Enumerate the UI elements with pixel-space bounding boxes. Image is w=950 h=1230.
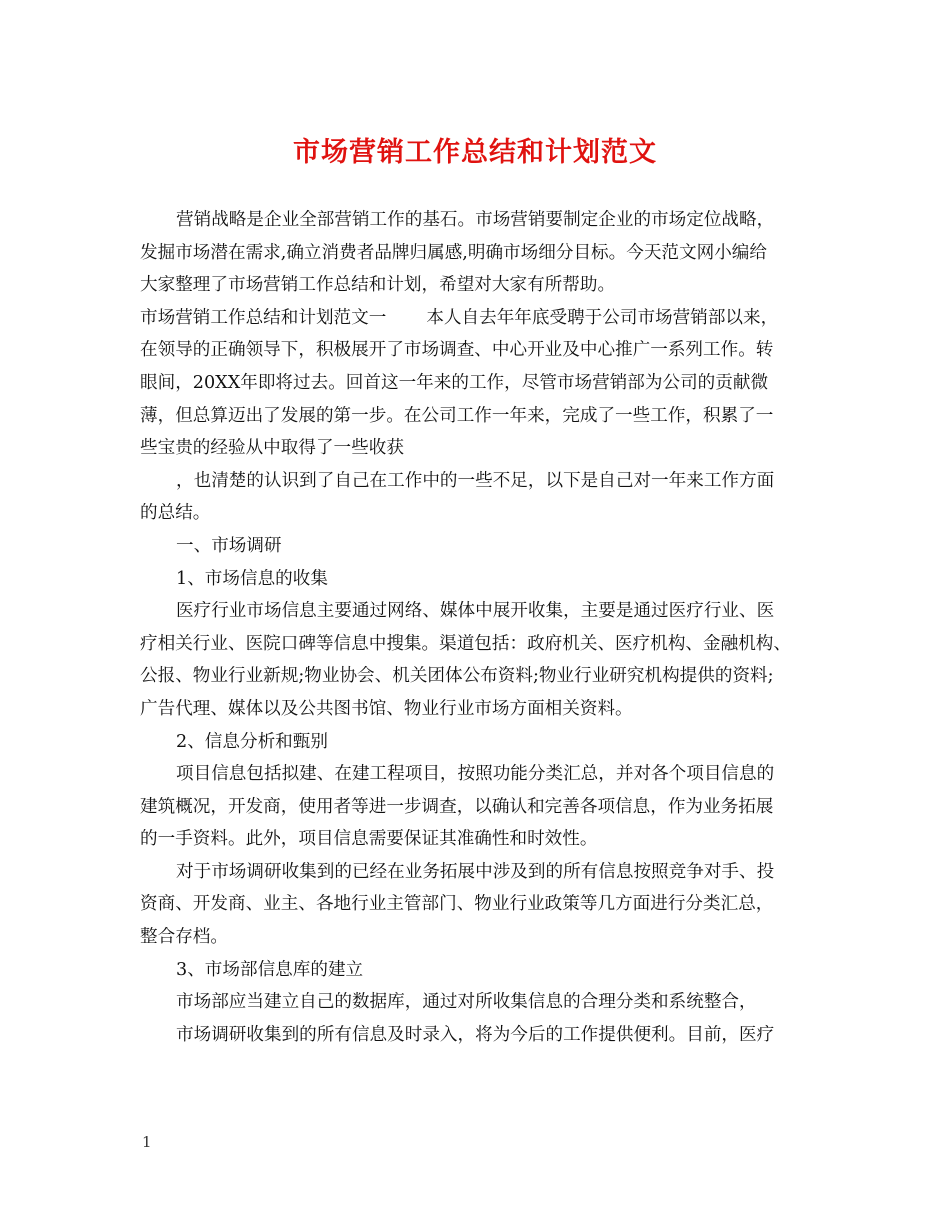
text-line bbox=[140, 530, 830, 563]
text-line-content: 的一手资料。此外，项目信息需要保证其准确性和时效性。 bbox=[140, 829, 598, 850]
text-line bbox=[140, 400, 830, 433]
text-line-content: 市场调研收集到的所有信息及时录入，将为今后的工作提供便利。目前，医疗 bbox=[176, 1024, 775, 1045]
text-line-content: 整合存档。 bbox=[140, 927, 228, 948]
text-line-content: 营销战略是企业全部营销工作的基石。市场营销要制定企业的市场定位战略， bbox=[176, 210, 775, 230]
text-line bbox=[140, 1019, 830, 1052]
text-line-content: 一、市场调研 bbox=[176, 535, 282, 556]
text-line-content: 建筑概况，开发商，使用者等进一步调查，以确认和完善各项信息，作为业务拓展 bbox=[140, 796, 774, 817]
text-line bbox=[140, 367, 830, 400]
text-line bbox=[140, 758, 830, 791]
text-line-content: 眼间，20XX年即将过去。回首这一年来的工作，尽管市场营销部为公司的贡献微 bbox=[140, 372, 769, 393]
text-line bbox=[140, 954, 830, 987]
text-line bbox=[140, 595, 830, 628]
text-line-content: 资商、开发商、业主、各地行业主管部门、物业行业政策等几方面进行分类汇总， bbox=[140, 894, 774, 915]
text-line bbox=[140, 921, 830, 954]
text-line-content: 大家整理了市场营销工作总结和计划，希望对大家有所帮助。 bbox=[140, 275, 616, 296]
text-line-content: 在领导的正确领导下，积极展开了市场调查、中心开业及中心推广一系列工作。转 bbox=[140, 340, 774, 361]
text-line bbox=[140, 563, 830, 596]
text-line-content: 广告代理、媒体以及公共图书馆、物业行业市场方面相关资料。 bbox=[140, 698, 633, 719]
text-line bbox=[140, 726, 830, 759]
text-line-content: 市场部应当建立自己的数据库，通过对所收集信息的合理分类和系统整合， bbox=[176, 992, 757, 1013]
text-line-content: 2、信息分析和甄别 bbox=[176, 731, 328, 752]
text-line-content: 项目信息包括拟建、在建工程项目，按照功能分类汇总，并对各个项目信息的 bbox=[176, 764, 775, 785]
text-line-tail: 本人自去年年底受聘于公司市场营销部以来， bbox=[426, 307, 779, 328]
text-line-content: 发掘市场潜在需求,确立消费者品牌归属感,明确市场细分目标。今天范文网小编给 bbox=[140, 242, 767, 263]
text-line bbox=[140, 269, 830, 302]
text-line bbox=[140, 660, 830, 693]
text-line-content: ，也清楚的认识到了自己在工作中的一些不足，以下是自己对一年来工作方面 bbox=[176, 470, 775, 491]
document-title: 市场营销工作总结和计划范文 bbox=[293, 137, 657, 168]
text-line-content: 疗相关行业、医院口碑等信息中搜集。渠道包括：政府机关、医疗机构、金融机构、 bbox=[140, 633, 791, 654]
text-line bbox=[140, 628, 830, 661]
text-line bbox=[140, 497, 830, 530]
text-line-content: 公报、物业行业新规;物业协会、机关团体公布资料;物业行业研究机构提供的资料; bbox=[140, 666, 774, 687]
text-line bbox=[140, 432, 830, 465]
text-line-content: 医疗行业市场信息主要通过网络、媒体中展开收集，主要是通过医疗行业、医 bbox=[176, 601, 775, 622]
text-line-content: 1、市场信息的收集 bbox=[176, 568, 328, 589]
text-line bbox=[140, 693, 830, 726]
text-line bbox=[140, 888, 830, 921]
text-line-content: 3、市场部信息库的建立 bbox=[176, 959, 364, 980]
text-line bbox=[140, 791, 830, 824]
text-line-content: 的总结。 bbox=[140, 503, 211, 524]
text-line bbox=[140, 302, 830, 335]
text-line bbox=[140, 986, 830, 1019]
text-line-content: 对于市场调研收集到的已经在业务拓展中涉及到的所有信息按照竞争对手、投 bbox=[176, 861, 775, 882]
document-body bbox=[140, 204, 830, 1051]
text-line bbox=[140, 856, 830, 889]
page-number: 1 bbox=[142, 1133, 152, 1151]
text-line-content: 些宝贵的经验从中取得了一些收获 bbox=[140, 438, 404, 459]
text-line bbox=[140, 204, 830, 237]
text-line bbox=[140, 465, 830, 498]
text-line bbox=[140, 334, 830, 367]
text-line bbox=[140, 823, 830, 856]
text-line-content: 市场营销工作总结和计划范文一 bbox=[140, 307, 387, 328]
text-line-content: 薄，但总算迈出了发展的第一步。在公司工作一年来，完成了一些工作，积累了一 bbox=[140, 405, 774, 426]
text-line bbox=[140, 237, 830, 270]
